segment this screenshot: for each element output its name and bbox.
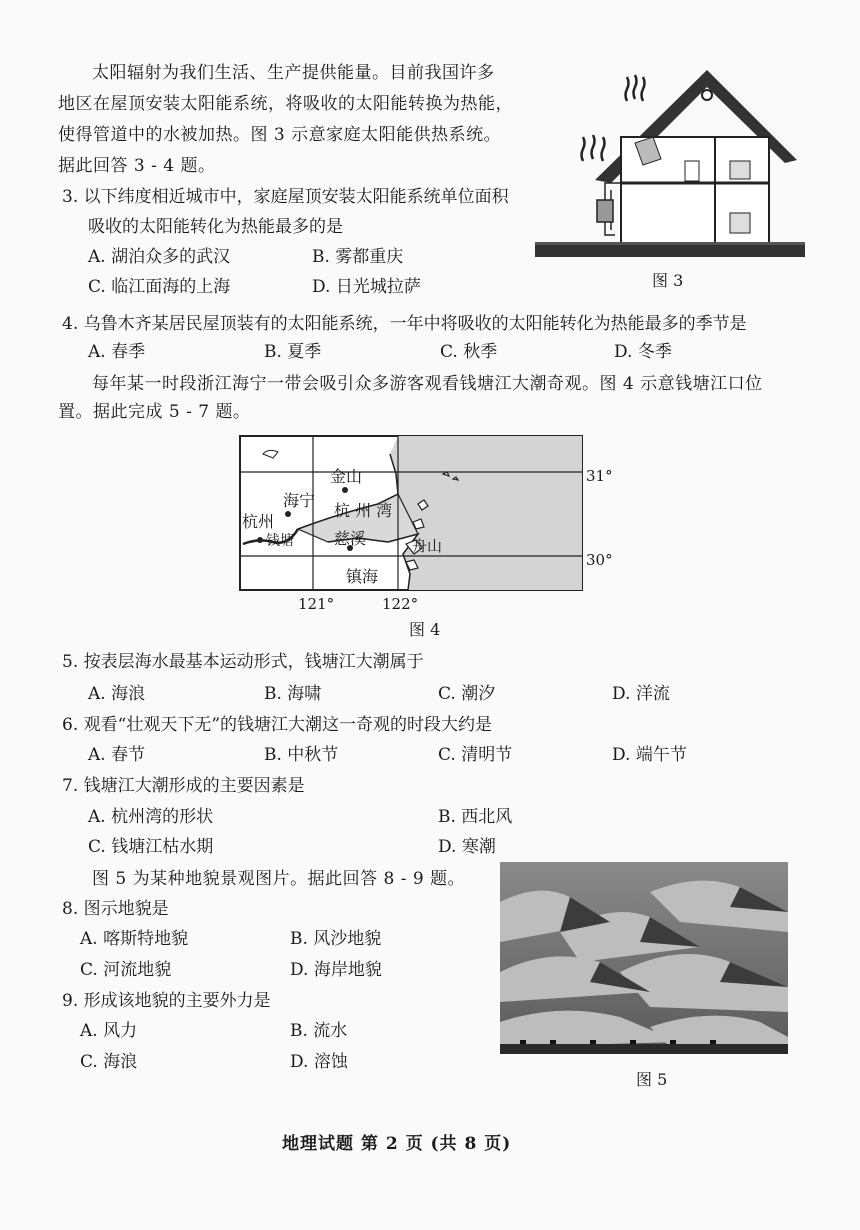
map-label-qiantang: 钱塘 <box>266 533 294 549</box>
map-label-zhenhai: 镇海 <box>346 567 379 586</box>
intro-landform: 图 5 为某种地貌景观图片。据此回答 8 - 9 题。 <box>92 869 466 889</box>
map-lon-122: 122° <box>382 595 419 613</box>
map-label-hangzhou: 杭州 <box>242 512 275 531</box>
q9-option-d[interactable]: D. 溶蚀 <box>290 1052 348 1072</box>
q7-option-b[interactable]: B. 西北风 <box>438 807 513 827</box>
q6-option-b[interactable]: B. 中秋节 <box>264 745 339 765</box>
q6-option-c[interactable]: C. 清明节 <box>438 745 513 765</box>
q7-option-d[interactable]: D. 寒潮 <box>438 837 496 857</box>
q5-option-a[interactable]: A. 海浪 <box>88 684 146 704</box>
q6-option-a[interactable]: A. 春节 <box>88 745 146 765</box>
intro-solar-line-3: 使得管道中的水被加热。图 3 示意家庭太阳能供热系统。 <box>58 125 502 145</box>
figure-4-map <box>238 434 613 609</box>
intro-solar-line-1: 太阳辐射为我们生活、生产提供能量。目前我国许多 <box>92 63 495 83</box>
q4-option-a[interactable]: A. 春季 <box>88 342 146 362</box>
map-label-jinshan: 金山 <box>330 467 363 486</box>
q5-option-d[interactable]: D. 洋流 <box>612 684 670 704</box>
map-label-haining: 海宁 <box>283 491 316 510</box>
q9-stem: 9. 形成该地貌的主要外力是 <box>62 991 271 1011</box>
figure-4-caption: 图 4 <box>409 620 441 639</box>
q6-option-d[interactable]: D. 端午节 <box>612 745 687 765</box>
q5-stem: 5. 按表层海水最基本运动形式，钱塘江大潮属于 <box>62 652 424 672</box>
q8-option-a[interactable]: A. 喀斯特地貌 <box>80 929 189 949</box>
q3-stem-line-2: 吸收的太阳能转化为热能最多的是 <box>88 217 343 237</box>
intro-solar-line-2: 地区在屋顶安装太阳能系统，将吸收的太阳能转换为热能， <box>58 94 513 114</box>
intro-tide-line-1: 每年某一时段浙江海宁一带会吸引众多游客观看钱塘江大潮奇观。图 4 示意钱塘江口位 <box>92 374 763 394</box>
q8-option-d[interactable]: D. 海岸地貌 <box>290 960 382 980</box>
map-label-cixi: 慈溪 <box>334 529 367 548</box>
figure-5-caption: 图 5 <box>636 1070 668 1089</box>
q8-option-c[interactable]: C. 河流地貌 <box>80 960 172 980</box>
q4-stem: 4. 乌鲁木齐某居民屋顶装有的太阳能系统，一年中将吸收的太阳能转化为热能最多的季节是 <box>62 314 747 334</box>
q9-option-b[interactable]: B. 流水 <box>290 1021 348 1041</box>
q9-option-a[interactable]: A. 风力 <box>80 1021 138 1041</box>
q7-option-a[interactable]: A. 杭州湾的形状 <box>88 807 214 827</box>
q7-stem: 7. 钱塘江大潮形成的主要因素是 <box>62 776 305 796</box>
q5-option-b[interactable]: B. 海啸 <box>264 684 322 704</box>
map-label-hangzhouwan: 杭 州 湾 <box>334 501 393 520</box>
q9-option-c[interactable]: C. 海浪 <box>80 1052 138 1072</box>
q8-stem: 8. 图示地貌是 <box>62 899 169 919</box>
figure-3-caption: 图 3 <box>652 271 684 290</box>
figure-3-solar-house <box>535 65 805 260</box>
map-lat-31: 31° <box>586 467 613 485</box>
map-label-zhoushan: 舟山 <box>412 537 443 555</box>
map-lon-121: 121° <box>298 595 335 613</box>
q3-option-a[interactable]: A. 湖泊众多的武汉 <box>88 247 231 267</box>
q3-stem-line-1: 3. 以下纬度相近城市中，家庭屋顶安装太阳能系统单位面积 <box>62 187 509 207</box>
q3-option-d[interactable]: D. 日光城拉萨 <box>312 277 421 297</box>
intro-tide-line-2: 置。据此完成 5 - 7 题。 <box>58 402 251 422</box>
figure-5-dune-photo <box>500 862 788 1054</box>
q4-option-c[interactable]: C. 秋季 <box>440 342 498 362</box>
q5-option-c[interactable]: C. 潮汐 <box>438 684 496 704</box>
q4-option-d[interactable]: D. 冬季 <box>614 342 672 362</box>
q6-stem: 6. 观看“壮观天下无”的钱塘江大潮这一奇观的时段大约是 <box>62 715 493 735</box>
q3-option-c[interactable]: C. 临江面海的上海 <box>88 277 231 297</box>
intro-solar-line-4: 据此回答 3 - 4 题。 <box>58 156 216 176</box>
page-footer: 地理试题 第 2 页 (共 8 页) <box>282 1134 512 1154</box>
q3-option-b[interactable]: B. 雾都重庆 <box>312 247 404 267</box>
q4-option-b[interactable]: B. 夏季 <box>264 342 322 362</box>
map-lat-30: 30° <box>586 551 613 569</box>
q7-option-c[interactable]: C. 钱塘江枯水期 <box>88 837 214 857</box>
q8-option-b[interactable]: B. 风沙地貌 <box>290 929 382 949</box>
